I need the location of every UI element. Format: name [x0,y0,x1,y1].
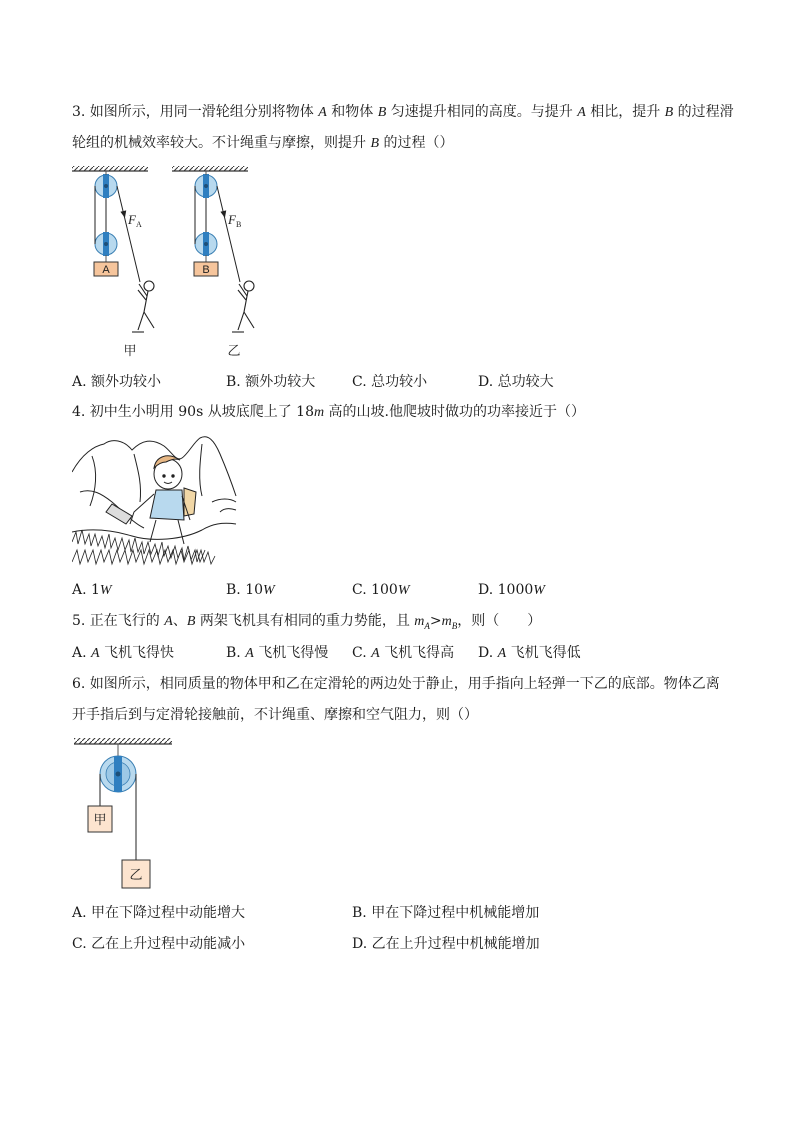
q5-text: 两架飞机具有相同的重力势能，且 [195,613,415,629]
q5-option-d[interactable]: D. A 飞机飞得低 [478,645,581,661]
caption-yi: 乙 [227,344,241,359]
q6-option-c[interactable]: C. 乙在上升过程中动能减小 [72,936,246,952]
unit-s: s [196,404,204,420]
caption-jia: 甲 [123,344,137,359]
q4-text: 4. 初中生小明用 90 [72,404,197,420]
unit-m: m [313,405,325,420]
q5-text: 5. 正在飞行的 [72,613,165,629]
box-b-label: B [202,264,210,276]
q4-option-c[interactable]: C. 100W [352,582,410,598]
mass-a: $m_A$ [414,614,430,631]
mass-b: $m_B$ [441,614,458,631]
q3-text: 的过程（） [379,135,454,151]
q3-stem-line2 [72,133,453,154]
force-fa-label: $F_A$ [128,212,142,229]
var-a: A [318,105,327,120]
q4-text: 从坡底爬上了 18 [203,404,314,420]
pulley-system-left [72,166,154,359]
q6-option-d[interactable]: D. 乙在上升过程中机械能增加 [352,936,540,952]
boy-climbing-mountain-illustration [72,432,240,572]
q5-option-b[interactable]: B. A 飞机飞得慢 [226,645,329,661]
var-a: A [164,614,173,629]
q3-option-d[interactable]: D. 总功较大 [478,374,554,390]
var-b: B [377,105,387,120]
var-a: A [577,105,586,120]
q5-text: ，则（ ） [457,613,542,629]
ceiling-hatch [72,166,148,171]
q6-stem-line2: 开手指后到与定滑轮接触前，不计绳重、摩擦和空气阻力，则（） [72,707,478,723]
q4-stem [72,402,585,423]
q3-text: 相比，提升 [585,104,665,120]
box-jia-label: 甲 [93,813,107,828]
q6-stem-line1: 6. 如图所示，相同质量的物体甲和乙在定滑轮的两边处于静止，用手指向上轻弹一下乙的底部。物体乙离 [72,676,720,692]
q3-text: 和物体 [326,104,378,120]
q3-text: 的过程滑 [673,104,734,120]
var-b: B [370,136,380,151]
q3-text: 轮组的机械效率较大。不计绳重与摩擦，则提升 [72,135,371,151]
var-b: B [186,614,196,629]
q4-option-d[interactable]: D. 1000W [478,582,545,598]
q4-text: 高的山坡.他爬坡时做功的功率接近于（） [324,404,586,420]
ceiling-hatch [74,738,172,744]
q3-option-a[interactable]: A. 额外功较小 [72,374,162,390]
person-left [132,281,154,332]
q3-stem-line1 [72,102,734,123]
q5-stem [72,611,541,636]
person-right [232,281,254,332]
q5-option-a[interactable]: A. A 飞机飞得快 [72,645,175,661]
q3-option-b[interactable]: B. 额外功较大 [226,374,316,390]
q5-text: 、 [172,613,187,629]
q6-option-b[interactable]: B. 甲在下降过程中机械能增加 [352,905,540,921]
q4-option-b[interactable]: B. 10W [226,582,275,598]
pulley-system-right [172,166,254,359]
greater-than: > [429,613,442,629]
box-a-label: A [102,264,110,276]
boy [106,456,196,544]
q6-option-a[interactable]: A. 甲在下降过程中动能增大 [72,905,246,921]
ceiling-hatch [172,166,248,171]
q3-pulley-figure [68,162,268,362]
q4-option-a[interactable]: A. 1W [72,582,112,598]
q3-option-c[interactable]: C. 总功较小 [352,374,428,390]
q6-fixed-pulley-figure [72,736,176,896]
q3-text: 3. 如图所示，用同一滑轮组分别将物体 [72,104,319,120]
force-fb-label: $F_B$ [228,212,242,229]
var-b: B [664,105,674,120]
q5-option-c[interactable]: C. A 飞机飞得高 [352,645,455,661]
box-yi-label: 乙 [129,868,143,883]
q3-text: 匀速提升相同的高度。与提升 [386,104,578,120]
